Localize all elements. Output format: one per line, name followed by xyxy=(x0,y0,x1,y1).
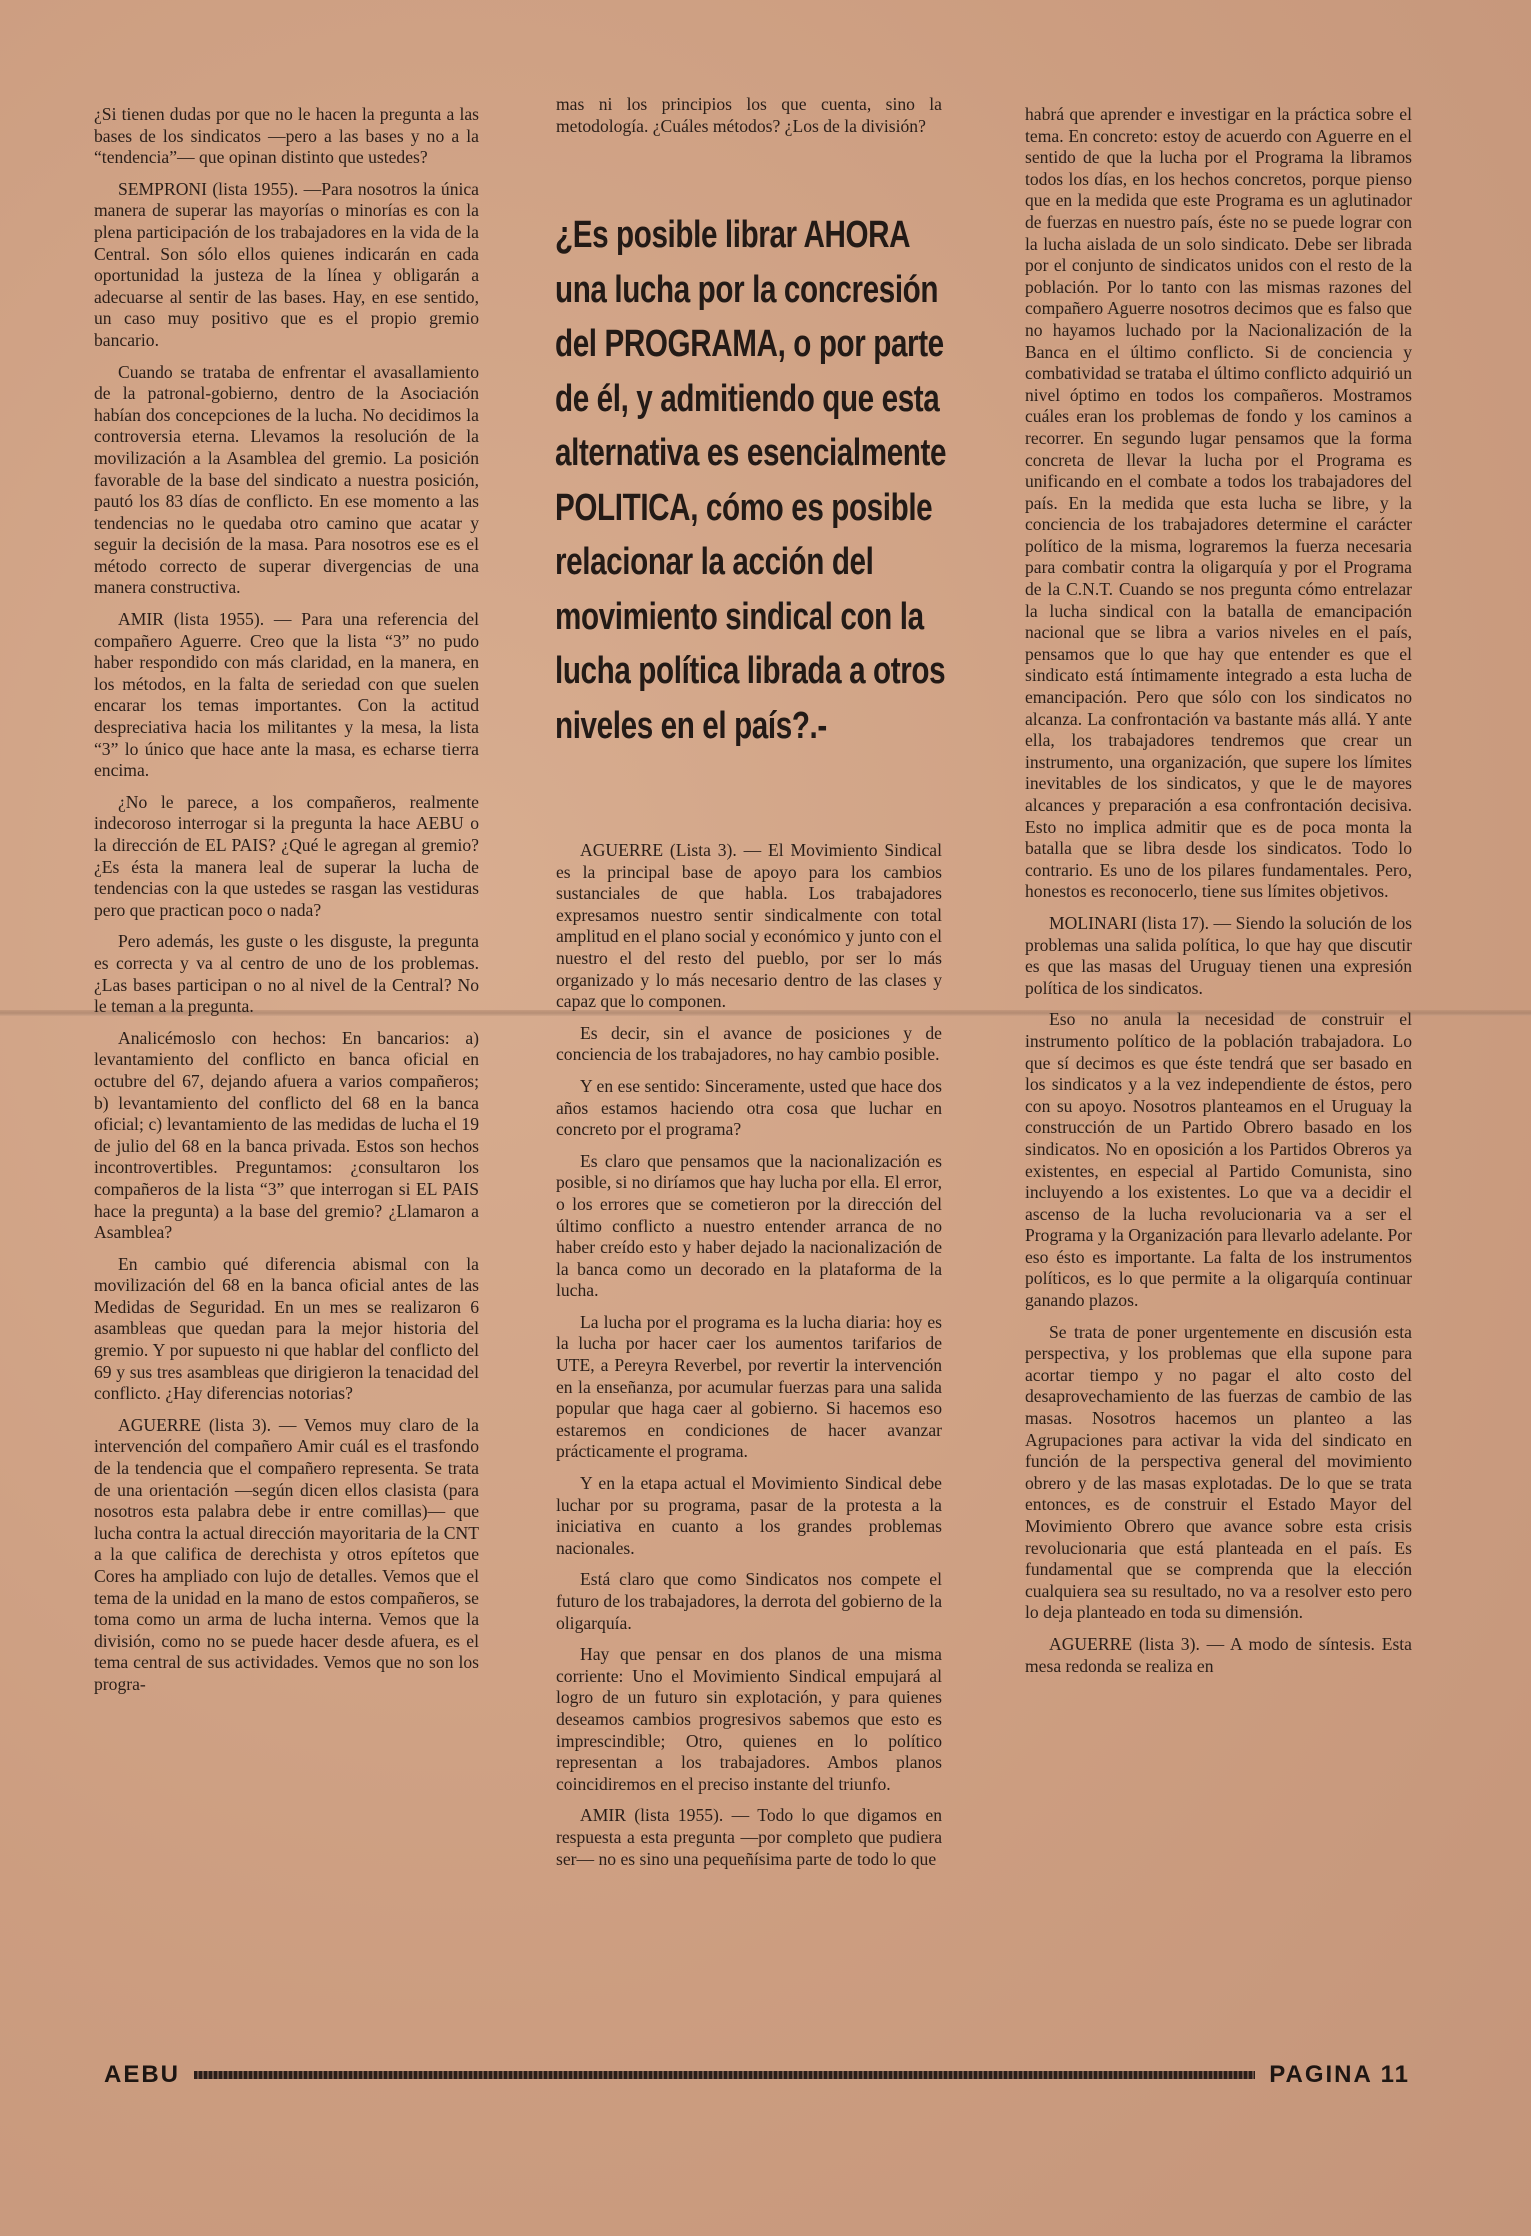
paragraph: En cambio qué diferencia abismal con la movilización del 68 en la banca oficial antes de las Medidas de Seguridad. En un mes se realizaron 6 asambleas que quedan para la mejor historia del gremio. Y por supuesto ni que hablar del conflicto del 69 y sus tres asambleas que dirigieron la tenacidad del conflicto. ¿Hay diferencias notorias? xyxy=(94,1253,479,1404)
paragraph: Y en la etapa actual el Movimiento Sindical debe luchar por su programa, pasar de la protesta a la iniciativa en cuanto a los grandes problemas nacionales. xyxy=(556,1473,942,1558)
paragraph: ¿No le parece, a los compañeros, realmente indecoroso interrogar si la pregunta la hace AEBU o la dirección de EL PAIS? ¿Qué le agregan al gremio? ¿Es ésta la manera leal de superar la lucha de tendencias con la que ustedes se rasgan las vestiduras pero que practican poco o nada? xyxy=(94,791,479,920)
paragraph: mas ni los principios los que cuenta, sino la metodología. ¿Cuáles métodos? ¿Los de la división? xyxy=(556,94,942,136)
column-right xyxy=(1025,104,1412,1687)
column-middle-bottom xyxy=(556,840,942,1880)
footer-rule xyxy=(194,2071,1255,2079)
paragraph: AGUERRE (lista 3). — Vemos muy claro de la intervención del compañero Amir cuál es el trasfondo de la tendencia que el compañero representa. Se trata de una orientación —según dicen ellos clasista (para nosotros esta palabra debe ir entre comillas)— que lucha contra la actual dirección mayoritaria de la CNT a la que califica de derechista y otros epítetos que Cores ha ampliado con lujo de detalles. Vemos que el tema de la unidad en la mano de estos compañeros, se toma como un arma de lucha interna. Vemos que la división, como no se puede hacer desde afuera, es el tema central de sus actividades. Vemos que no son los progra- xyxy=(94,1414,479,1694)
paragraph: Cuando se trataba de enfrentar el avasallamiento de la patronal-gobierno, dentro de la Asociación habían dos concepciones de la lucha. No decidimos la controversia eterna. Llevamos la resolución de la movilización a la Asamblea del gremio. La posición favorable de la base del sindicato a nuestra posición, pautó los 83 días de conflicto. En ese momento a las tendencias no le quedaba otro camino que acatar y seguir la decisión de la masa. Para nosotros ese es el método correcto de superar divergencias de una manera constructiva. xyxy=(94,361,479,598)
column-middle-top xyxy=(556,94,942,147)
headline-question: ¿Es posible librar AHORA una lucha por la concresión del PROGRAMA, o por parte de él, y admitiendo que esta alternativa es esencialmente POLITICA, cómo es posible relacionar la acción del movimiento sindical con la lucha política librada a otros niveles en el país?.- xyxy=(555,214,947,747)
paragraph: Es decir, sin el avance de posiciones y de conciencia de los trabajadores, no hay cambio posible. xyxy=(556,1022,942,1065)
paragraph: Analicémoslo con hechos: En bancarios: a) levantamiento del conflicto en banca oficial en octubre del 67, dejando afuera a varios compañeros; b) levantamiento del conflicto del 68 en la banca oficial; c) levantamiento de las medidas de lucha el 19 de julio del 68 en la banca privada. Estos son hechos incontrovertibles. Preguntamos: ¿consultaron los compañeros de la lista “3” que interrogan si EL PAIS hace la pregunta) a la base del gremio? ¿Llamaron a Asamblea? xyxy=(94,1027,479,1243)
paragraph: Eso no anula la necesidad de construir el instrumento político de la población trabajadora. Lo que sí decimos es que éste tendrá que ser basado en los sindicatos y a la vez independiente de éstos, pero con su apoyo. Nosotros planteamos en el Uruguay la construcción de un Partido Obrero basado en los sindicatos. No en oposición a los Partidos Obreros ya existentes, en especial al Partido Comunista, sino incluyendo a los existentes. Lo que va a decidir el ascenso de la lucha revolucionaria va a ser el Programa y la Organización para llevarlo adelante. Por eso ésto es importante. La falta de los instrumentos políticos, es lo que permite a la oligarquía continuar ganando plazos. xyxy=(1025,1009,1412,1311)
paragraph: ¿Si tienen dudas por que no le hacen la pregunta a las bases de los sindicatos —pero a las bases y no a la “tendencia”— que opinan distinto que ustedes? xyxy=(94,104,479,168)
paragraph: MOLINARI (lista 17). — Siendo la solución de los problemas una salida política, lo que hay que discutir es que las masas del Uruguay tienen una expresión política de los sindicatos. xyxy=(1025,912,1412,998)
column-left xyxy=(94,104,479,1706)
paragraph: La lucha por el programa es la lucha diaria: hoy es la lucha por hacer caer los aumentos tarifarios de UTE, a Pereyra Reverbel, por revertir la intervención en la enseñanza, por acumular fuerzas para una salida popular que haga caer al gobierno. Si hacemos eso estaremos en condiciones de hacer avanzar prácticamente el programa. xyxy=(556,1311,942,1462)
paragraph: AMIR (lista 1955). — Todo lo que digamos en respuesta a esta pregunta —por completo que pudiera ser— no es sino una pequeñísima parte de todo lo que xyxy=(556,1805,942,1869)
paragraph: Está claro que como Sindicatos nos compete el futuro de los trabajadores, la derrota del gobierno de la oligarquía. xyxy=(556,1569,942,1633)
paragraph: SEMPRONI (lista 1955). —Para nosotros la única manera de superar las mayorías o minorías es con la plena participación de los trabajadores en la vida de la Central. Son sólo ellos quienes indicarán en cada oportunidad la justeza de la línea y obligarán a adecuarse al sentir de las bases. Hay, en ese sentido, un caso muy positivo que es el propio gremio bancario. xyxy=(94,178,479,350)
paragraph: AGUERRE (Lista 3). — El Movimiento Sindical es la principal base de apoyo para los cambios sustanciales de que habla. Los trabajadores expresamos nuestro sentir sindicalmente con total amplitud en el plano social y económico y junto con el nuestro el del resto del pueblo, por ser lo más organizado y lo más necesario dentro de las clases y capaz que lo componen. xyxy=(556,840,942,1012)
paragraph: Es claro que pensamos que la nacionalización es posible, si no diríamos que hay lucha por ella. El error, o los errores que se cometieron por la dirección del último conflicto a nuestro entender arranca de no haber creído esto y haber dejado la nacionalización de la banca como un decorado en la plataforma de la lucha. xyxy=(556,1150,942,1301)
paragraph: Y en ese sentido: Sinceramente, usted que hace dos años estamos haciendo otra cosa que luchar en concreto por el programa? xyxy=(556,1075,942,1140)
paragraph: AGUERRE (lista 3). — A modo de síntesis. Esta mesa redonda se realiza en xyxy=(1025,1633,1412,1676)
page-footer xyxy=(104,2060,1410,2090)
paragraph: habrá que aprender e investigar en la práctica sobre el tema. En concreto: estoy de acuerdo con Aguerre en el sentido de que la lucha por el Programa la libramos todos los días, en los hechos concretos, porque pienso que en la medida que este Programa es un aglutinador de fuerzas en nuestro país, éste no se puede lograr con la lucha aislada de un solo sindicato. Debe ser librada por el conjunto de sindicatos unidos con el resto de la población. Por lo tanto con las mismas razones del compañero Aguerre nosotros decimos que es falso que no hayamos luchado por la Nacionalización de la Banca en el último conflicto. Si de conciencia y combatividad se trataba el último conflicto adquirió un nivel óptimo en todos los compañeros. Mostramos cuáles eran los problemas de fondo y los caminos a recorrer. En segundo lugar pensamos que la forma concreta de llevar la lucha por el Programa es unificando en el combate a todos los trabajadores del país. En la medida que esta lucha se libre, y la conciencia de los trabajadores determine el carácter político de la misma, lograremos la fuerza necesaria para combatir contra la oligarquía y por el Programa de la C.N.T. Cuando se nos pregunta cómo entrelazar la lucha sindical con la batalla de emancipación nacional que se libra a varios niveles en el país, pensamos que lo que hay que entender es que el sindicato está íntimamente integrado a esta lucha de emancipación. Pero que sólo con los sindicatos no alcanza. La confrontación va bastante más allá. Y ante ella, los trabajadores tendremos que crear un instrumento, una organización, que supere los límites inevitables de los sindicatos, y que le de mayores alcances y preparación a esa confrontación decisiva. Esto no implica admitir que es de poca monta la batalla que se libra desde los sindicatos. Todo lo contrario. Es uno de los pilares fundamentales. Pero, honestos es reconocerlo, tiene sus límites objetivos. xyxy=(1025,104,1412,902)
page-number: PAGINA 11 xyxy=(1269,2061,1410,2088)
paragraph: Se trata de poner urgentemente en discusión esta perspectiva, y los problemas que ella supone para acortar tiempo y no pagar el alto costo del desaprovechamiento de las fuerzas de cambio de las masas. Nosotros hacemos un planteo a las Agrupaciones para activar la vida del sindicato en función de la perspectiva general del movimiento obrero y de las masas explotadas. De lo que se trata entonces, es de construir el Estado Mayor del Movimiento Obrero que avance sobre esta crisis revolucionaria que está planteada en el país. Es fundamental que se comprenda que la elección cualquiera sea su resultado, no va a resolver esto pero lo deja planteado en toda su dimensión. xyxy=(1025,1321,1412,1623)
publication-name: AEBU xyxy=(104,2061,181,2088)
paragraph: Pero además, les guste o les disguste, la pregunta es correcta y va al centro de uno de los problemas. ¿Las bases participan o no al nivel de la Central? No le teman a la pregunta. xyxy=(94,931,479,1017)
paragraph: AMIR (lista 1955). — Para una referencia del compañero Aguerre. Creo que la lista “3” no pudo haber respondido con más claridad, en la manera, en los métodos, en la falta de seriedad con que suelen encarar los temas importantes. Con la actitud despreciativa hacia los militantes y la mesa, la lista “3” lo único que hace ante la masa, es echarse tierra encima. xyxy=(94,609,479,781)
paragraph: Hay que pensar en dos planos de una misma corriente: Uno el Movimiento Sindical empujará al logro de un futuro sin explotación, y para quienes deseamos cambios progresivos sabemos que esto es imprescindible; Otro, quienes en lo político representan a los trabajadores. Ambos planos coincidiremos en el preciso instante del triunfo. xyxy=(556,1644,942,1794)
